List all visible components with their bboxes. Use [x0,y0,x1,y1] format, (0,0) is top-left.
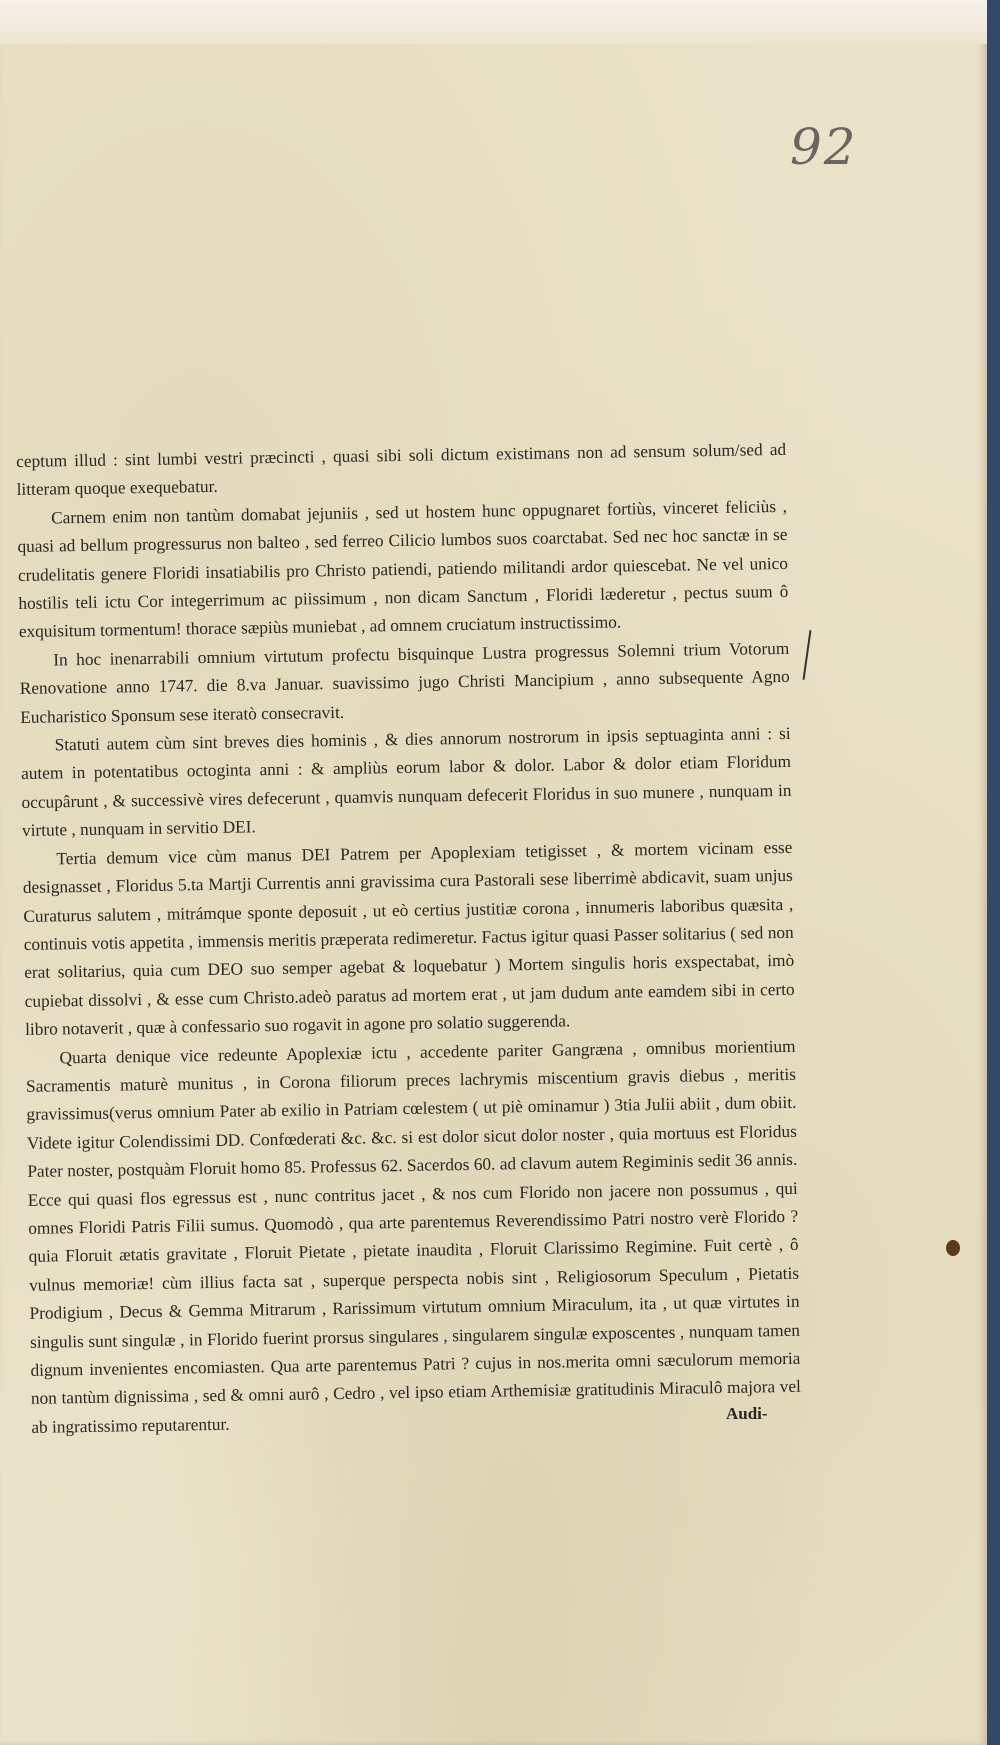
paragraph: In hoc inenarrabili omnium virtutum profectu bisquinque Lustra progressus Solemni trium Votorum Renovatione anno 1747. die 8.va Januar. suavissimo jugo Christi Mancipium , anno subsequente Agno Eucharistico Sponsum sese iteratò consecravit. [19,638,790,727]
ink-stain [946,1240,960,1256]
catchword: Audi- [726,1404,768,1423]
paragraph: Tertia demum vice cùm manus DEI Patrem per Apoplexiam tetigisset , & mortem vicinam esse designasset , Floridus 5.ta Martji Currentis anni gravissima cura Pastorali sese liberrimè abdicavit, suam unjus Curaturus salutem , mitrámque sponte deposuit , ut eò certius justitiæ corona , innumeris laboribus quæsita , continuis votis appetita , immensis meritis præperata redimeretur. Factus igitur quasi Passer solitarius ( sed non erat solitarius, quia cum DEO suo semper agebat & loquebatur ) Mortem singulis horis exspectabat, imò cupiebat dissolvi , & esse cum Christo.adeò paratus ad mortem erat , ut jam dudum ante eamdem sibi in certo libro notaverit , quæ à confessario suo rogavit in agone pro solatio suggerenda. [22,837,795,1040]
paragraph: Carnem enim non tantùm domabat jejuniis , sed ut hostem hunc oppugnaret fortiùs, vinceret feliciùs , quasi ad bellum progressurus non balteo , sed ferreo Cilicio lumbos suos coarctabat. Sed nec hoc sanctæ in se crudelitatis genere Floridi insatiabilis pro Christo patiendi, patiendo militandi ardor quiescebat. Ne vel unico hostilis teli ictu Cor integerrimum ac piissimum , non dicam Sanctum , Floridi læderetur , pectus suum ô exquisitum tormentum! thorace sæpiùs muniebat , ad omnem cruciatum instructissimo. [17,496,789,642]
paragraph: ceptum illud : sint lumbi vestri præcincti , quasi sibi soli dictum existimans non ad sensum solum/sed ad litteram quoque exequebatur. [16,439,787,500]
paragraph: Quarta denique vice redeunte Apoplexiæ ictu , accedente pariter Gangræna , omnibus morientium Sacramentis maturè munitus , in Corona filiorum preces lachrymis miscentium gravis diebus , meritis gravissimus(verus omnium Pater ab exilio in Patriam cœlestem ( ut piè ominamur ) 3tia Julii abiit , dum obiit. Videte igitur Colendissimi DD. Confœderati &c. &c. si est dolor sicut dolor noster , quia mortuus est Floridus Pater noster, postquàm Floruit homo 85. Professus 62. Sacerdos 60. ad clavum autem Regiminis sedit 36 annis. Ecce qui quasi flos egressus est , nunc contritus jacet , & nos cum Florido non jacere non possumus , qui omnes Floridi Patris Filii sumus. Quomodò , qua arte parentemus Reverendissimo Patri nostro verè Florido ? quia Floruit ætatis gravitate , Floruit Pietate , pietate inaudita , Floruit Clarissimo Regimine. Fuit certè , ô vulnus memoriæ! cùm illius facta sat , superque perspecta nobis sint , Religiosorum Speculum , Pietatis Prodigium , Decus & Gemma Mitrarum , Rarissimum virtutum omnium Miraculum, ita , ut quæ virtutes in singulis sunt singulæ , in Florido fuerint prorsus singulares , singularem singulæ exposcentes , nunquam tamen dignum invenientes encomiasten. Qua arte parentemus Patri ? cujus in nos.merita omni sæculorum memoria non tantùm dignissima , sed & omni aurô , Cedro , vel ipso etiam Arthemisiæ gratitudinis Miraculô majora vel ab ingratissimo reputarentur. [25,1036,801,1437]
margin-mark [803,630,812,680]
body-text [16,436,802,1442]
folio-number: 92 [790,118,858,176]
page-top-edge [0,0,987,44]
paragraph: Statuti autem cùm sint breves dies hominis , & dies annorum nostrorum in ipsis septuaginta anni : si autem in potentatibus octoginta anni : & ampliùs eorum labor & dolor. Labor & dolor etiam Floridum occupârunt , & successivè vires defecerunt , quamvis nunquam defecerit Floridus in suo munere , nunquam in virtute , nunquam in servitio DEI. [20,723,792,841]
